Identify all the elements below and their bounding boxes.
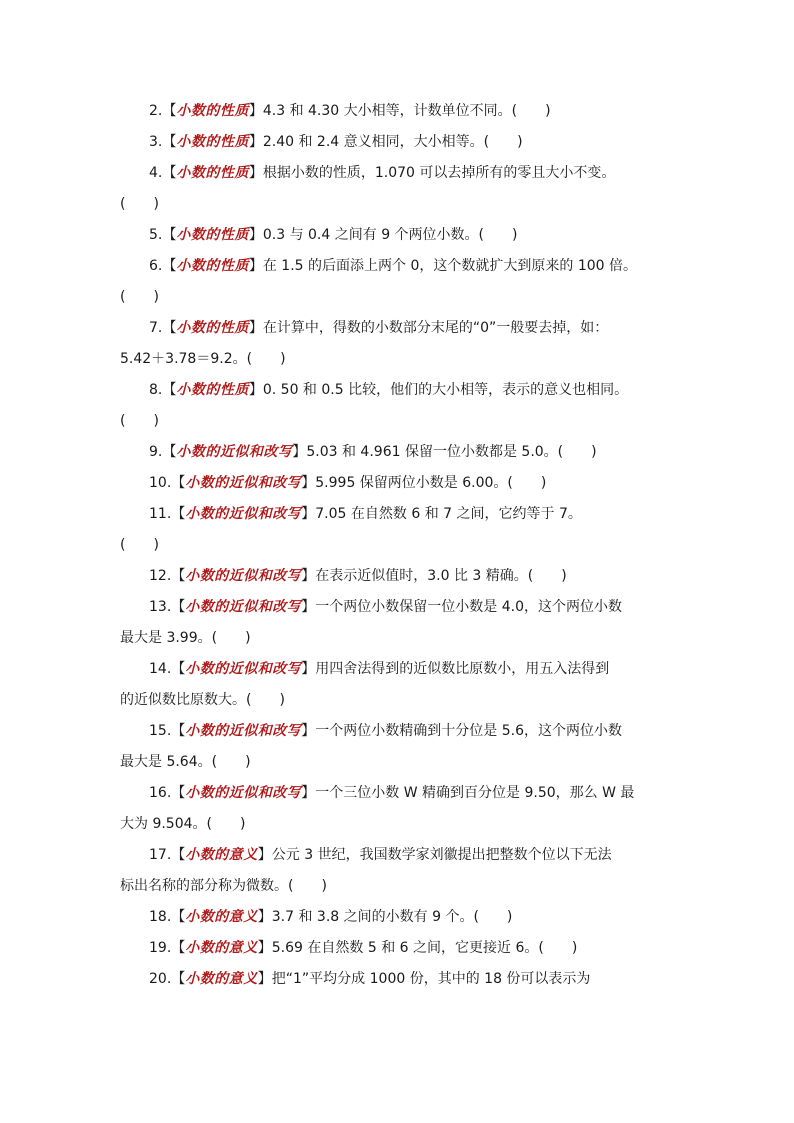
topic-tag: 小数的性质 xyxy=(176,103,249,119)
bracket-close: 】 xyxy=(301,475,316,491)
bracket-open: 【 xyxy=(162,258,177,274)
topic-tag: 小数的近似和改写 xyxy=(185,599,302,615)
question-5 xyxy=(149,225,517,245)
bracket-open: 【 xyxy=(171,847,186,863)
bracket-open: 【 xyxy=(171,785,186,801)
topic-tag: 小数的意义 xyxy=(185,940,258,956)
question-8 xyxy=(149,380,628,400)
bracket-close: 】 xyxy=(248,165,263,181)
bracket-close: 】 xyxy=(301,599,316,615)
topic-tag: 小数的近似和改写 xyxy=(185,475,302,491)
question-text: 5.995 保留两位小数是 6.00。( ) xyxy=(315,475,547,491)
bracket-open: 【 xyxy=(171,599,186,615)
bracket-open: 【 xyxy=(171,506,186,522)
question-11 xyxy=(149,504,582,524)
question-18 xyxy=(149,907,512,927)
question-16-continuation: 大为 9.504。( ) xyxy=(120,816,246,832)
topic-tag: 小数的性质 xyxy=(176,134,249,150)
question-text: 3.7 和 3.8 之间的小数有 9 个。( ) xyxy=(271,909,513,925)
topic-tag: 小数的意义 xyxy=(185,909,258,925)
question-number: 16. xyxy=(149,785,172,801)
question-20 xyxy=(149,969,590,989)
topic-tag: 小数的近似和改写 xyxy=(185,661,302,677)
question-4-continuation: ( ) xyxy=(120,196,159,212)
bracket-open: 【 xyxy=(162,165,177,181)
topic-tag: 小数的近似和改写 xyxy=(185,568,302,584)
question-number: 10. xyxy=(149,475,172,491)
bracket-close: 】 xyxy=(301,723,316,739)
question-13 xyxy=(149,597,622,617)
topic-tag: 小数的性质 xyxy=(176,258,249,274)
bracket-open: 【 xyxy=(162,382,177,398)
topic-tag: 小数的近似和改写 xyxy=(176,444,293,460)
question-number: 15. xyxy=(149,723,172,739)
question-text: 用四舍法得到的近似数比原数小，用五入法得到 xyxy=(315,661,610,677)
topic-tag: 小数的近似和改写 xyxy=(185,785,302,801)
question-number: 3. xyxy=(149,134,163,150)
question-6 xyxy=(149,256,637,276)
bracket-close: 】 xyxy=(248,258,263,274)
question-text: 根据小数的性质，1.070 可以去掉所有的零且大小不变。 xyxy=(262,165,616,181)
question-number: 4. xyxy=(149,165,163,181)
question-number: 11. xyxy=(149,506,172,522)
question-text: 把“1”平均分成 1000 份，其中的 18 份可以表示为 xyxy=(271,971,591,987)
bracket-open: 【 xyxy=(171,909,186,925)
bracket-open: 【 xyxy=(162,227,177,243)
bracket-close: 】 xyxy=(248,320,263,336)
question-text: 在 1.5 的后面添上两个 0，这个数就扩大到原来的 100 倍。 xyxy=(262,258,638,274)
question-text: 5.69 在自然数 5 和 6 之间，它更接近 6。( ) xyxy=(271,940,578,956)
question-text: 7.05 在自然数 6 和 7 之间，它约等于 7。 xyxy=(315,506,582,522)
question-6-continuation: ( ) xyxy=(120,289,159,305)
bracket-open: 【 xyxy=(162,320,177,336)
question-text: 0.3 与 0.4 之间有 9 个两位小数。( ) xyxy=(262,227,518,243)
question-number: 9. xyxy=(149,444,163,460)
question-number: 18. xyxy=(149,909,172,925)
topic-tag: 小数的性质 xyxy=(176,382,249,398)
question-number: 19. xyxy=(149,940,172,956)
question-15-continuation: 最大是 5.64。( ) xyxy=(120,754,251,770)
bracket-close: 】 xyxy=(248,382,263,398)
bracket-close: 】 xyxy=(248,227,263,243)
topic-tag: 小数的性质 xyxy=(176,320,249,336)
question-14-continuation: 的近似数比原数大。( ) xyxy=(120,692,285,708)
question-text: 4.3 和 4.30 大小相等，计数单位不同。( ) xyxy=(262,103,551,119)
bracket-close: 】 xyxy=(248,134,263,150)
question-11-continuation: ( ) xyxy=(120,537,159,553)
question-number: 2. xyxy=(149,103,163,119)
question-text: 在表示近似值时，3.0 比 3 精确。( ) xyxy=(315,568,567,584)
topic-tag: 小数的近似和改写 xyxy=(185,506,302,522)
question-14 xyxy=(149,659,609,679)
question-8-continuation: ( ) xyxy=(120,413,159,429)
question-text: 一个两位小数保留一位小数是 4.0，这个两位小数 xyxy=(315,599,622,615)
question-19 xyxy=(149,938,577,958)
bracket-open: 【 xyxy=(171,971,186,987)
bracket-open: 【 xyxy=(171,475,186,491)
question-number: 6. xyxy=(149,258,163,274)
question-17 xyxy=(149,845,612,865)
bracket-close: 】 xyxy=(257,909,272,925)
question-text: 在计算中，得数的小数部分末尾的“0”一般要去掉，如： xyxy=(262,320,609,336)
bracket-close: 】 xyxy=(301,661,316,677)
question-number: 13. xyxy=(149,599,172,615)
bracket-open: 【 xyxy=(171,940,186,956)
question-13-continuation: 最大是 3.99。( ) xyxy=(120,630,251,646)
question-2 xyxy=(149,101,551,121)
bracket-close: 】 xyxy=(257,847,272,863)
bracket-close: 】 xyxy=(301,785,316,801)
question-number: 7. xyxy=(149,320,163,336)
topic-tag: 小数的性质 xyxy=(176,227,249,243)
question-text: 一个三位小数 W 精确到百分位是 9.50，那么 W 最 xyxy=(315,785,635,801)
question-16 xyxy=(149,783,634,803)
question-text: 一个两位小数精确到十分位是 5.6，这个两位小数 xyxy=(315,723,622,739)
topic-tag: 小数的意义 xyxy=(185,971,258,987)
question-7-continuation: 5.42＋3.78＝9.2。( ) xyxy=(120,351,286,367)
question-text: 0. 50 和 0.5 比较，他们的大小相等，表示的意义也相同。 xyxy=(262,382,629,398)
topic-tag: 小数的意义 xyxy=(185,847,258,863)
question-number: 17. xyxy=(149,847,172,863)
question-number: 12. xyxy=(149,568,172,584)
question-text: 2.40 和 2.4 意义相同，大小相等。( ) xyxy=(262,134,523,150)
question-number: 20. xyxy=(149,971,172,987)
question-7 xyxy=(149,318,608,338)
bracket-open: 【 xyxy=(162,134,177,150)
bracket-close: 】 xyxy=(292,444,307,460)
bracket-open: 【 xyxy=(162,103,177,119)
question-number: 5. xyxy=(149,227,163,243)
question-number: 14. xyxy=(149,661,172,677)
question-9 xyxy=(149,442,597,462)
question-15 xyxy=(149,721,622,741)
bracket-open: 【 xyxy=(162,444,177,460)
question-3 xyxy=(149,132,523,152)
bracket-close: 】 xyxy=(257,971,272,987)
question-4 xyxy=(149,163,615,183)
question-17-continuation: 标出名称的部分称为微数。( ) xyxy=(120,878,327,894)
question-10 xyxy=(149,473,546,493)
topic-tag: 小数的近似和改写 xyxy=(185,723,302,739)
bracket-close: 】 xyxy=(301,568,316,584)
question-text: 5.03 和 4.961 保留一位小数都是 5.0。( ) xyxy=(306,444,597,460)
question-number: 8. xyxy=(149,382,163,398)
topic-tag: 小数的性质 xyxy=(176,165,249,181)
bracket-close: 】 xyxy=(248,103,263,119)
bracket-open: 【 xyxy=(171,568,186,584)
bracket-close: 】 xyxy=(301,506,316,522)
question-text: 公元 3 世纪，我国数学家刘徽提出把整数个位以下无法 xyxy=(271,847,612,863)
bracket-open: 【 xyxy=(171,661,186,677)
bracket-open: 【 xyxy=(171,723,186,739)
bracket-close: 】 xyxy=(257,940,272,956)
question-12 xyxy=(149,566,567,586)
